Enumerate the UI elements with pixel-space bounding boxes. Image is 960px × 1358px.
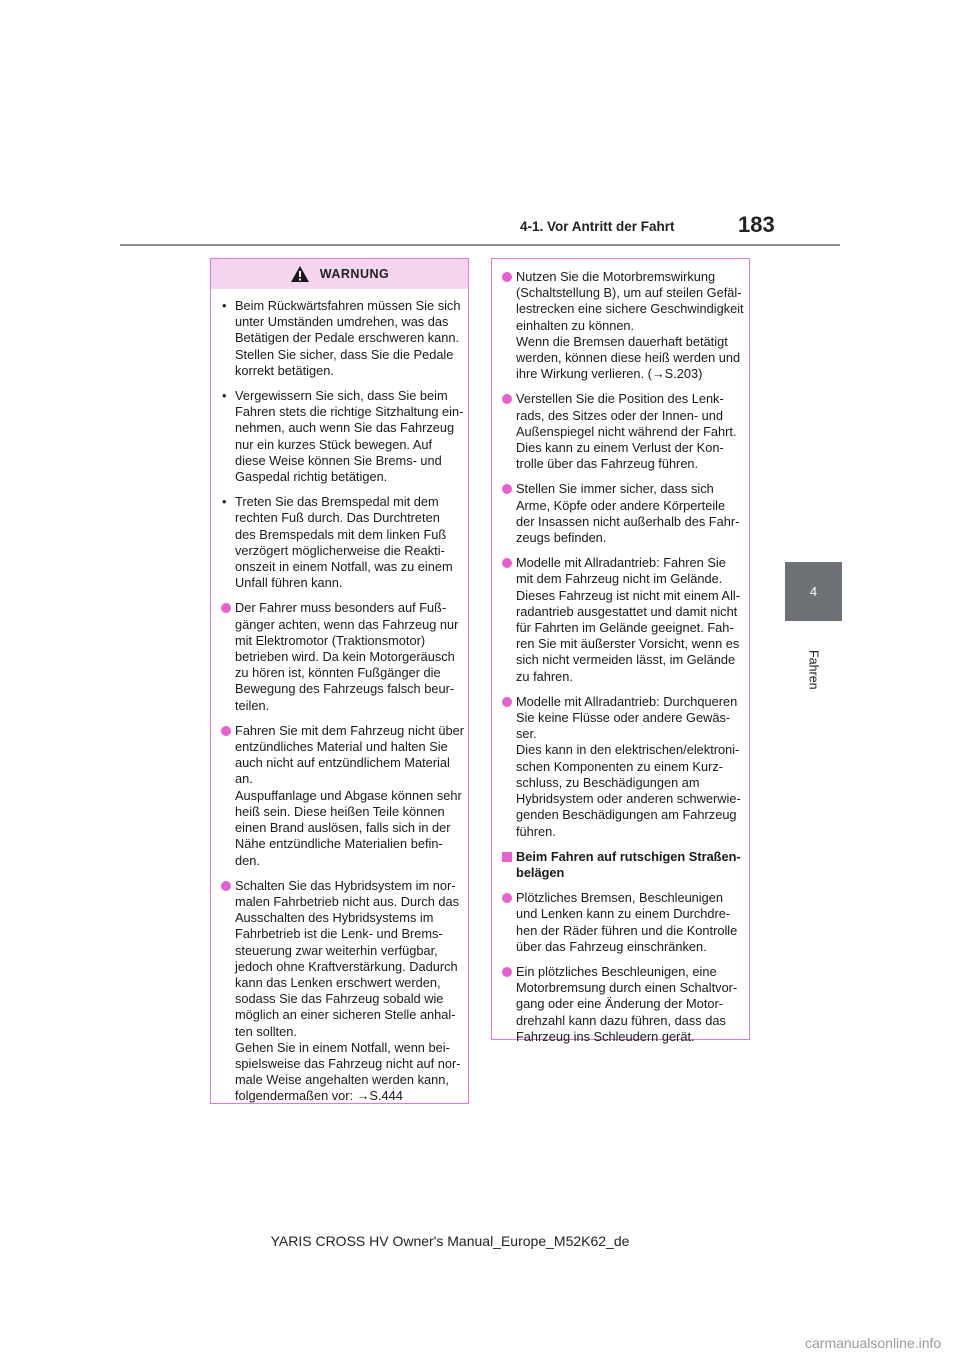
text-line: sich nicht vermeiden lässt, im Gelände [516, 652, 736, 668]
text-line: Dies kann in den elektrischen/elektroni- [516, 742, 740, 758]
text-line: Der Fahrer muss besonders auf Fuß- [235, 600, 447, 616]
text-line: Gehen Sie in einem Notfall, wenn bei- [235, 1039, 450, 1055]
circle-item [221, 722, 465, 869]
text-line: trolle über das Fahrzeug führen. [516, 456, 699, 472]
text-line: heiß sein. Diese heißen Teile können [235, 803, 445, 819]
text-line: Fahren stets die richtige Sitzhaltung ein- [235, 404, 464, 420]
circle-bullet-icon [221, 726, 231, 736]
circle-item [502, 964, 739, 1045]
footer [0, 1233, 960, 1249]
circle-item [502, 694, 739, 840]
text-line: Modelle mit Allradantrieb: Durchqueren [516, 693, 738, 709]
text-line: des Bremspedals mit dem linken Fuß [235, 526, 447, 542]
text-line: ser. [516, 726, 537, 742]
subheading-item [502, 849, 739, 881]
circle-item [502, 269, 744, 382]
text-line: den. [235, 852, 260, 868]
watermark: carmanualsonline.info [805, 1335, 942, 1351]
circle-item [502, 555, 739, 685]
text-line: zeugs befinden. [516, 530, 607, 546]
text-line: Nähe entzündliche Materialien befin- [235, 836, 443, 852]
text-line: Schalten Sie das Hybridsystem im nor- [235, 877, 456, 893]
text-line: Modelle mit Allradantrieb: Fahren Sie [516, 555, 726, 571]
text-line: Arme, Köpfe oder andere Körperteile [516, 497, 726, 513]
text-line: Stellen Sie immer sicher, dass sich [516, 481, 714, 497]
text-line: verzögert möglicherweise die Reakti- [235, 542, 445, 558]
text-line: Treten Sie das Bremspedal mit dem [235, 494, 439, 510]
text-line: Hybridsystem oder anderen schwerwie- [516, 791, 741, 807]
text-line: korrekt betätigen. [235, 362, 334, 378]
text-line: möglich an einer sicheren Stelle anhal- [235, 1007, 456, 1023]
text-line: Nutzen Sie die Motorbremswirkung [516, 269, 716, 284]
text-line: ren Sie mit äußerster Vorsicht, wenn es [516, 636, 740, 652]
circle-item [221, 877, 461, 1105]
text-line: werden, können diese heiß werden und [516, 350, 741, 366]
text-line: lestrecken eine sichere Geschwindigkeit [516, 301, 744, 317]
text-line: schluss, zu Beschädigungen am [516, 774, 700, 790]
text-line: betrieben wird. Da kein Motorgeräusch [235, 649, 455, 665]
text-line: auch nicht auf entzündlichem Material [235, 755, 450, 771]
text-line: Beim Fahren auf rutschigen Straßen- [516, 848, 741, 864]
text-line: diese Weise können Sie Brems- und [235, 452, 442, 468]
text-line: Dies kann zu einem Verlust der Kon- [516, 440, 724, 456]
text-line: teilen. [235, 697, 270, 713]
circle-bullet-icon [502, 558, 512, 568]
bullet-item [221, 494, 458, 591]
text-line: unter Umständen umdrehen, was das [235, 314, 449, 330]
text-line: belägen [516, 864, 565, 880]
text-line: malen Fahrbetrieb nicht aus. Durch das [235, 893, 460, 909]
text-line: sodass Sie das Fahrzeug sobald wie [235, 991, 444, 1007]
text-line: über das Fahrzeug einschränken. [516, 938, 707, 954]
text-line: Unfall führen kann. [235, 575, 343, 591]
text-line: Stellen Sie sicher, dass Sie die Pedale [235, 346, 454, 362]
circle-item [502, 391, 739, 472]
text-line: Vergewissern Sie sich, dass Sie beim [235, 388, 448, 404]
bullet-item [221, 388, 464, 485]
text-line: mit dem Fahrzeug nicht im Gelände. [516, 571, 723, 587]
warning-title: WARNUNG [319, 267, 390, 281]
page-number: 183 [738, 212, 775, 237]
square-bullet-icon [502, 852, 512, 862]
bullet-item [221, 298, 461, 379]
circle-bullet-icon [221, 881, 231, 891]
footer-text: YARIS CROSS HV Owner's Manual_Europe_M52K62_de [270, 1233, 630, 1249]
text-line: Bewegung des Fahrzeugs falsch beur- [235, 681, 455, 697]
text-line: führen. [516, 823, 556, 839]
chapter-tab[interactable]: 4 [785, 562, 842, 621]
chapter-label: Fahren [806, 650, 821, 690]
text-line: hen der Räder führen und die Kontrolle [516, 922, 738, 938]
text-line: folgendermaßen vor: →S.444 [235, 1088, 403, 1104]
text-line: einhalten zu können. [516, 317, 635, 333]
text-line: Motorbremsung durch einen Schaltvor- [516, 980, 738, 996]
text-line: rechten Fuß durch. Das Durchtreten [235, 510, 440, 526]
text-line: zu fahren. [516, 668, 573, 684]
circle-bullet-icon [502, 967, 512, 977]
text-line: genden Beschädigungen am Fahrzeug [516, 807, 737, 823]
text-line: Ausschalten des Hybridsystems im [235, 910, 434, 926]
text-line: Betätigen der Pedale erschweren kann. [235, 330, 460, 346]
text-line: Außenspiegel nicht während der Fahrt. [516, 423, 737, 439]
bullet-dot-icon: • [222, 298, 227, 313]
text-line: spielsweise das Fahrzeug nicht auf nor- [235, 1055, 461, 1071]
header-rule [120, 244, 840, 246]
text-line: ten sollten. [235, 1023, 297, 1039]
text-line: nehmen, auch wenn Sie das Fahrzeug [235, 420, 455, 436]
circle-bullet-icon [502, 893, 512, 903]
text-line: onszeit in einem Notfall, was zu einem [235, 559, 453, 575]
text-line: Wenn die Bremsen dauerhaft betätigt [516, 333, 728, 349]
warning-box [210, 258, 469, 1104]
text-line: einen Brand auslösen, falls sich in der [235, 820, 451, 836]
text-line: kann das Lenken erschwert werden, [235, 974, 441, 990]
text-line: entzündliches Material und halten Sie [235, 739, 448, 755]
text-line: rads, des Sitzes oder der Innen- und [516, 407, 724, 423]
text-line: steuerung zwar weiterhin verfügbar, [235, 942, 438, 958]
text-line: jedoch ohne Kraftverstärkung. Dadurch [235, 958, 458, 974]
circle-item [221, 600, 458, 713]
text-line: radantrieb ausgestattet und damit nicht [516, 603, 738, 619]
text-line: Ein plötzliches Beschleunigen, eine [516, 963, 717, 979]
text-line: zu hören ist, könnten Fußgänger die [235, 665, 441, 681]
warning-content-right [492, 259, 749, 1045]
circle-bullet-icon [502, 484, 512, 494]
text-line: Fahrzeug ins Schleudern gerät. [516, 1028, 695, 1044]
bullet-dot-icon: • [222, 494, 227, 510]
text-line: mit Elektromotor (Traktionsmotor) [235, 632, 426, 648]
text-line: Fahren Sie mit dem Fahrzeug nicht über [235, 722, 465, 738]
text-line: drehzahl kann dazu führen, dass das [516, 1012, 726, 1028]
text-line: Sie keine Flüsse oder andere Gewäs- [516, 710, 731, 726]
circle-bullet-icon [502, 394, 512, 404]
warning-triangle-icon [290, 265, 310, 283]
text-line: der Insassen nicht außerhalb des Fahr- [516, 513, 740, 529]
warning-header [211, 259, 468, 289]
text-line: male Weise angehalten werden kann, [235, 1072, 449, 1088]
circle-bullet-icon [502, 697, 512, 707]
text-line: Verstellen Sie die Position des Lenk- [516, 391, 724, 407]
text-line: gang oder eine Änderung der Motor- [516, 996, 724, 1012]
text-line: Plötzliches Bremsen, Beschleunigen [516, 890, 723, 906]
text-line: Beim Rückwärtsfahren müssen Sie sich [235, 298, 461, 313]
text-line: an. [235, 771, 253, 787]
text-line: Dieses Fahrzeug ist nicht mit einem All- [516, 587, 741, 603]
text-line: ihre Wirkung verlieren. (→S.203) [516, 366, 703, 382]
text-line: gänger achten, wenn das Fahrzeug nur [235, 616, 459, 632]
circle-item [502, 890, 739, 955]
text-line: für Fahrten im Gelände geeignet. Fah- [516, 620, 734, 636]
text-line: Auspuffanlage und Abgase können sehr [235, 787, 462, 803]
bullet-dot-icon: • [222, 388, 227, 404]
text-line: nur ein kurzes Stück bewegen. Auf [235, 436, 433, 452]
circle-item [502, 481, 739, 546]
text-line: Fahrbetrieb ist die Lenk- und Brems- [235, 926, 443, 942]
text-line: (Schaltstellung B), um auf steilen Gefäl- [516, 285, 742, 301]
text-line: Gaspedal richtig betätigen. [235, 469, 388, 485]
section-header: 4-1. Vor Antritt der Fahrt [520, 219, 675, 234]
circle-bullet-icon [502, 272, 512, 282]
circle-bullet-icon [221, 603, 231, 613]
text-line: schen Komponenten zu einem Kurz- [516, 758, 723, 774]
text-line: und Lenken kann zu einem Durchdre- [516, 906, 731, 922]
warning-content-left [211, 298, 468, 1105]
warning-box-continued [491, 258, 750, 1044]
